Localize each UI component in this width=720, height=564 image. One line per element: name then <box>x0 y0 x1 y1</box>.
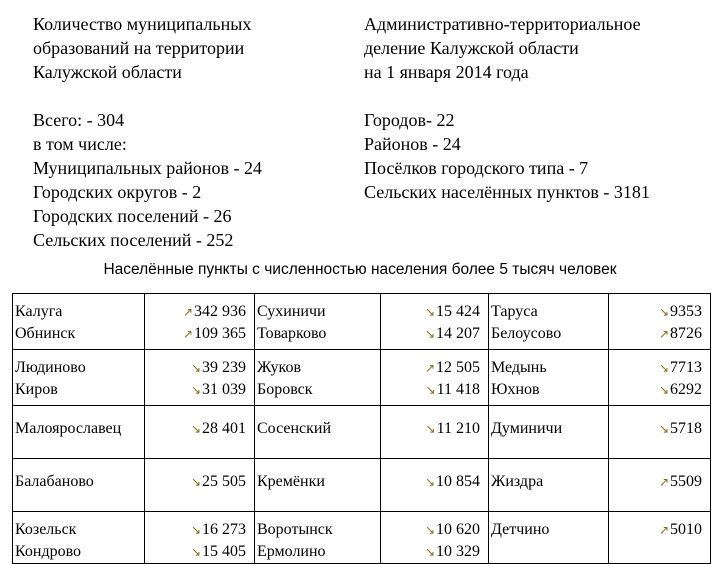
population-table-wrapper <box>12 293 710 564</box>
population-value: 6292 <box>670 381 702 398</box>
municipal-stats <box>33 108 262 252</box>
header-line: Административно-территориальное <box>364 14 641 34</box>
settlement-name: Калуга <box>15 303 63 320</box>
population-cell <box>145 406 255 459</box>
population-cell <box>609 294 711 350</box>
settlement-name: Воротынск <box>257 521 333 538</box>
population-value: 14 207 <box>436 325 480 342</box>
population-value-line <box>611 519 702 541</box>
population-value-line <box>383 519 480 541</box>
population-value-line <box>147 379 246 401</box>
settlement-name-cell <box>489 294 609 350</box>
trend-down-icon: ↘ <box>658 383 669 397</box>
population-value-line <box>147 301 246 323</box>
population-value-line <box>147 541 246 563</box>
administrative-stats <box>364 108 650 204</box>
population-cell <box>609 350 711 406</box>
header-municipal <box>33 12 251 84</box>
trend-up-icon: ↗ <box>424 361 435 375</box>
trend-down-icon: ↘ <box>424 523 435 537</box>
population-value: 5718 <box>670 420 702 437</box>
population-value-line <box>147 471 246 493</box>
settlement-name: Обнинск <box>15 325 76 342</box>
settlement-name-cell <box>13 459 145 512</box>
trend-down-icon: ↘ <box>190 361 201 375</box>
table-row <box>13 294 711 350</box>
stat-line: Сельских населённых пунктов - 3181 <box>364 182 650 202</box>
header-line: Калужской области <box>33 62 182 82</box>
settlement-name: Козельск <box>15 521 77 538</box>
population-table <box>12 293 711 564</box>
population-value: 342 936 <box>194 303 246 320</box>
population-value-line <box>383 357 480 379</box>
trend-down-icon: ↘ <box>425 422 436 436</box>
population-value: 25 505 <box>202 473 246 490</box>
population-value: 5509 <box>670 473 702 490</box>
stat-line: в том числе: <box>33 134 127 154</box>
population-value: 11 210 <box>436 420 480 437</box>
stat-line: Всего: - 304 <box>33 110 125 130</box>
trend-up-icon: ↗ <box>658 523 669 537</box>
population-value: 11 418 <box>436 381 480 398</box>
settlement-name-cell <box>255 512 381 564</box>
settlement-name-cell <box>255 459 381 512</box>
settlement-name: Ермолино <box>257 543 326 560</box>
settlement-name: Белоусово <box>491 325 562 342</box>
trend-up-icon: ↗ <box>658 475 669 489</box>
stat-line: Сельских поселений - 252 <box>33 230 234 250</box>
population-value: 15 405 <box>202 543 246 560</box>
stat-line: Городских поселений - 26 <box>33 206 232 226</box>
settlement-name: Киров <box>15 381 58 398</box>
settlement-name: Сосенский <box>257 420 332 437</box>
trend-down-icon: ↘ <box>425 383 436 397</box>
settlement-name-cell <box>13 406 145 459</box>
settlement-name-cell <box>13 350 145 406</box>
trend-down-icon: ↘ <box>190 523 201 537</box>
settlement-name: Жиздра <box>491 473 544 490</box>
settlement-name-cell <box>489 512 609 564</box>
population-cell <box>145 512 255 564</box>
trend-down-icon: ↘ <box>658 305 669 319</box>
trend-down-icon: ↘ <box>424 305 435 319</box>
settlement-name-cell <box>255 406 381 459</box>
population-value: 16 273 <box>202 521 246 538</box>
population-cell <box>145 294 255 350</box>
settlement-name: Балабаново <box>15 473 94 490</box>
population-cell <box>381 459 489 512</box>
settlement-name: Кремёнки <box>257 473 325 490</box>
stat-line: Городских округов - 2 <box>33 182 202 202</box>
population-cell <box>381 294 489 350</box>
population-value: 9353 <box>670 303 702 320</box>
population-value: 7713 <box>670 359 702 376</box>
settlement-name: Таруса <box>491 303 538 320</box>
population-value: 12 505 <box>436 359 480 376</box>
population-value-line <box>611 357 702 379</box>
settlement-name: Жуков <box>257 359 302 376</box>
settlement-name-cell <box>489 406 609 459</box>
trend-down-icon: ↘ <box>190 475 201 489</box>
population-value-line <box>147 357 246 379</box>
population-cell <box>381 512 489 564</box>
stat-line: Городов- 22 <box>364 110 455 130</box>
table-row <box>13 459 711 512</box>
settlement-name-cell <box>489 350 609 406</box>
population-value-line <box>611 471 702 493</box>
population-cell <box>609 512 711 564</box>
trend-up-icon: ↗ <box>182 305 193 319</box>
settlement-name: Людиново <box>15 359 86 376</box>
settlement-name: Детчино <box>491 521 550 538</box>
settlement-name: Товарково <box>257 325 327 342</box>
trend-down-icon: ↘ <box>658 422 669 436</box>
header-line: на 1 января 2014 года <box>364 62 529 82</box>
population-value-line <box>611 301 702 323</box>
population-cell <box>145 459 255 512</box>
header-administrative <box>364 12 641 84</box>
settlement-name: Юхнов <box>491 381 540 398</box>
population-value-line <box>383 301 480 323</box>
trend-up-icon: ↗ <box>658 327 669 341</box>
settlement-name: Думиничи <box>491 420 563 437</box>
population-value-line <box>383 323 480 345</box>
settlement-name-cell <box>255 294 381 350</box>
trend-down-icon: ↘ <box>190 422 201 436</box>
header-line: Количество муниципальных <box>33 14 252 34</box>
population-value: 28 401 <box>202 420 246 437</box>
population-value-line <box>383 379 480 401</box>
population-value: 31 039 <box>202 381 246 398</box>
trend-down-icon: ↘ <box>424 545 435 559</box>
population-value-line <box>611 379 702 401</box>
stat-line: Муниципальных районов - 24 <box>33 158 263 178</box>
population-value: 10 620 <box>436 521 480 538</box>
stat-line: Посёлков городского типа - 7 <box>364 158 589 178</box>
settlement-name: Медынь <box>491 359 547 376</box>
population-value: 10 329 <box>436 543 480 560</box>
header-line: образований на территории <box>33 38 245 58</box>
population-cell <box>609 406 711 459</box>
table-title: Населённые пункты с численностью населения более 5 тысяч человек <box>103 261 617 278</box>
settlement-name: Сухиничи <box>257 303 326 320</box>
header-line: деление Калужской области <box>364 38 579 58</box>
population-cell <box>609 459 711 512</box>
trend-down-icon: ↘ <box>424 475 435 489</box>
settlement-name: Боровск <box>257 381 313 398</box>
settlement-name-cell <box>255 350 381 406</box>
settlement-name-cell <box>13 294 145 350</box>
stat-line: Районов - 24 <box>364 134 461 154</box>
population-value: 109 365 <box>194 325 246 342</box>
trend-down-icon: ↘ <box>190 383 201 397</box>
population-cell <box>381 350 489 406</box>
population-value: 39 239 <box>202 359 246 376</box>
population-value-line <box>383 541 480 563</box>
settlement-name: Кондрово <box>15 543 82 560</box>
population-value: 5010 <box>670 521 702 538</box>
trend-down-icon: ↘ <box>190 545 201 559</box>
trend-up-icon: ↗ <box>182 327 193 341</box>
population-value: 15 424 <box>436 303 480 320</box>
population-value-line <box>383 471 480 493</box>
settlement-name-cell <box>13 512 145 564</box>
population-value-line <box>611 418 702 440</box>
trend-down-icon: ↘ <box>658 361 669 375</box>
population-value-line <box>147 519 246 541</box>
settlement-name-cell <box>489 459 609 512</box>
population-value: 10 854 <box>436 473 480 490</box>
trend-down-icon: ↘ <box>424 327 435 341</box>
population-value-line <box>611 323 702 345</box>
table-row <box>13 406 711 459</box>
population-value-line <box>147 418 246 440</box>
population-value-line <box>147 323 246 345</box>
population-value: 8726 <box>670 325 702 342</box>
table-row <box>13 512 711 564</box>
population-value-line <box>383 418 480 440</box>
settlement-name: Малоярославец <box>15 420 122 437</box>
population-cell <box>145 350 255 406</box>
population-cell <box>381 406 489 459</box>
table-row <box>13 350 711 406</box>
